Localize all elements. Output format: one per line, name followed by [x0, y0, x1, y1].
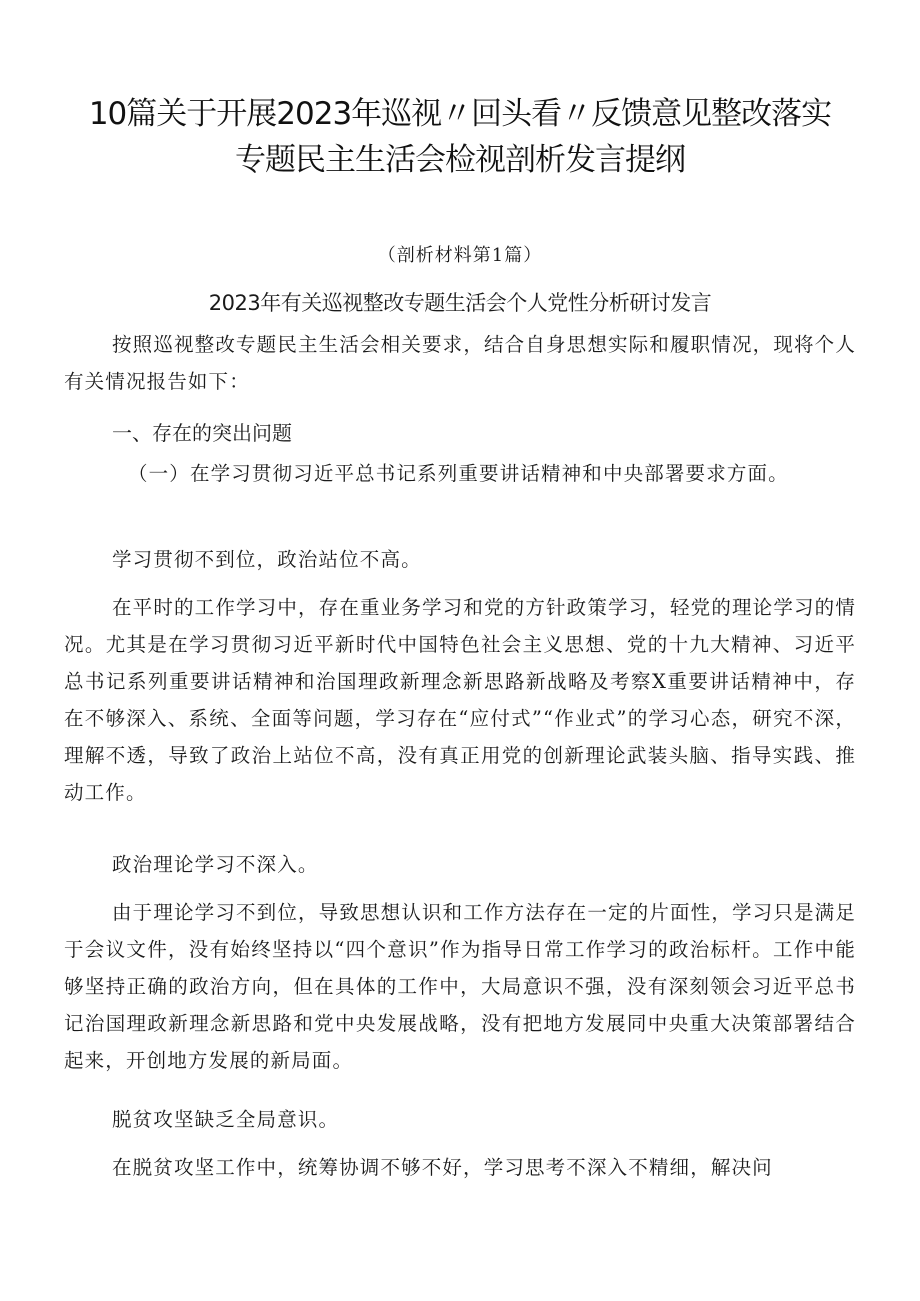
body-paragraph-2: 由于理论学习不到位，导致思想认识和工作方法存在一定的片面性，学习只是满足于会议文件，没有始终坚持以“四个意识”作为指导日常工作学习的政治标杆。工作中能够坚持正确的政治方向，但在具体的工作中，大局意识不强，没有深刻领会习近平总书记治国理政新理念新思路和党中央发展战略，没有把地方发展同中央重大决策部署结合起来，开创地方发展的新局面。: [64, 901, 856, 1072]
subheading-1: 学习贯彻不到位，政治站位不高。: [112, 548, 422, 571]
document-title-line-1: 10篇关于开展2023年巡视〃回头看〃反馈意见整改落实: [88, 96, 832, 132]
subheading-3: 脱贫攻坚缺乏全局意识。: [112, 1108, 340, 1131]
intro-paragraph: 按照巡视整改专题民主生活会相关要求，结合自身思想实际和履职情况，现将个人有关情况报告如下：: [64, 333, 856, 393]
body-paragraph-1: 在平时的工作学习中，存在重业务学习和党的方针政策学习，轻党的理论学习的情况。尤其是在学习贯彻习近平新时代中国特色社会主义思想、党的十九大精神、习近平总书记系列重要讲话精神和治国理政新理念新思路新战略及考察X重要讲话精神中，存在不够深入、系统、全面等问题，学习存在“应付式”“作业式”的学习心态，研究不深，理解不透，导致了政治上站位不高，没有真正用党的创新理论武装头脑、指导实践、推动工作。: [64, 596, 856, 804]
body-paragraph-3: 在脱贫攻坚工作中，统筹协调不够不好，学习思考不深入不精细，解决问: [112, 1156, 773, 1179]
section-1-title: 一、存在的突出问题: [112, 421, 292, 445]
item-1-paragraph: （一）在学习贯彻习近平总书记系列重要讲话精神和中央部署要求方面。: [128, 462, 789, 485]
speech-heading: 2023年有关巡视整改专题生活会个人党性分析研讨发言: [208, 291, 712, 315]
document-title-line-2: 专题民主生活会检视剖析发言提纲: [235, 142, 685, 178]
material-number-subtitle: （剖析材料第1篇）: [377, 245, 543, 266]
subheading-2: 政治理论学习不深入。: [112, 853, 319, 876]
